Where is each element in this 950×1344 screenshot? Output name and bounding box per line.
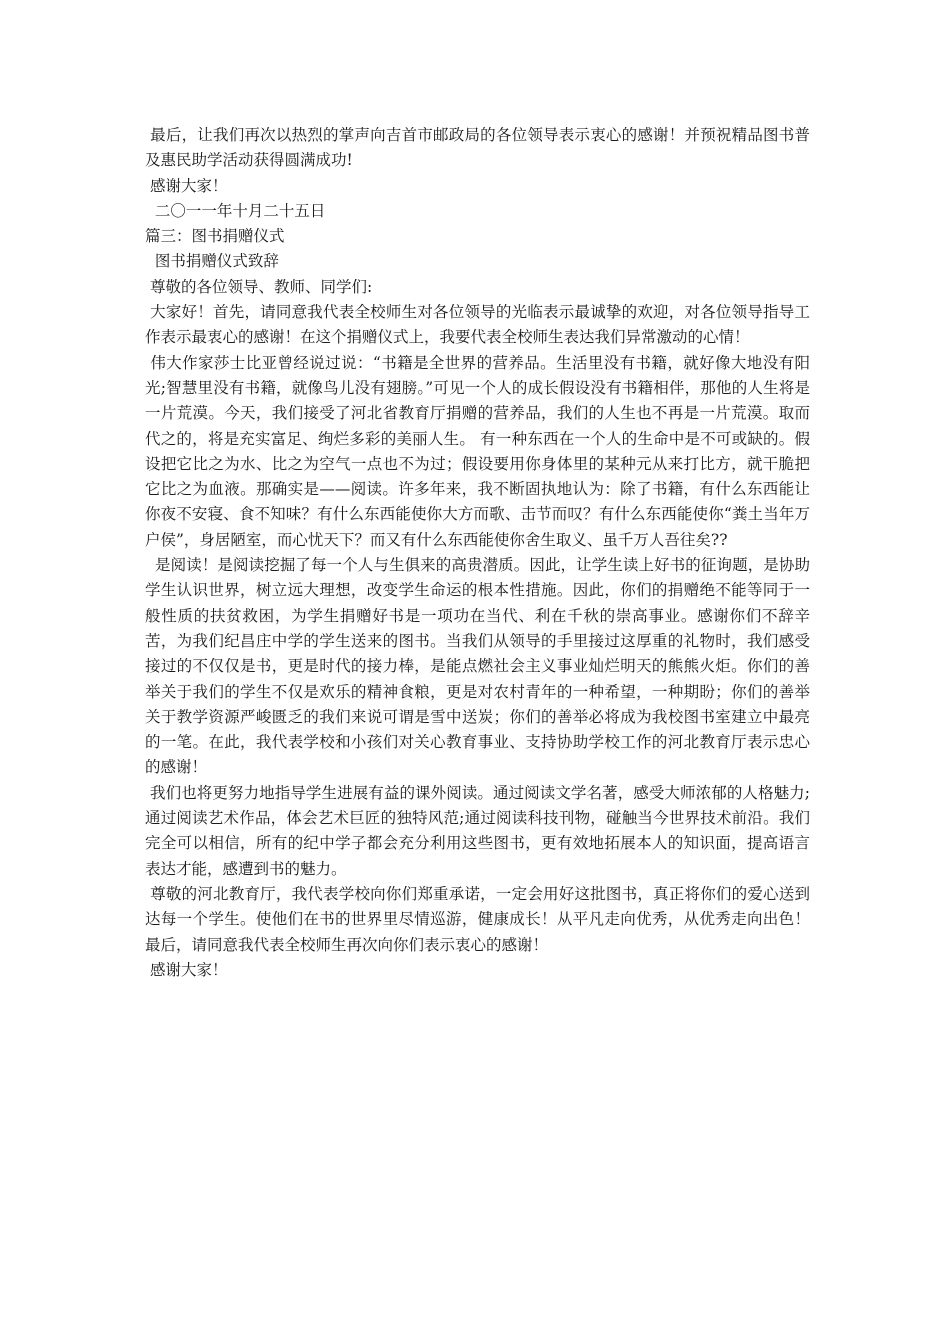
paragraph-closing-thanks: 最后，让我们再次以热烈的掌声向吉首市邮政局的各位领导表示衷心的感谢！并预祝精品图书普及惠民助学活动获得圆满成功! [145,126,810,170]
section-heading: 篇三：图书捐赠仪式 [145,227,285,246]
speech-title: 图书捐赠仪式致辞 [145,252,279,271]
paragraph-promise: 尊敬的河北教育厅，我代表学校向你们郑重承诺，一定会用好这批图书，真正将你们的爱心送到达每一个学生。使他们在书的世界里尽情巡游，健康成长！从平凡走向优秀，从优秀走向出色！最后，请同意我代表全校师生再次向你们表示衷心的感谢！ [145,884,810,954]
paragraph-shakespeare: 伟大作家莎士比亚曾经说过说：“书籍是全世界的营养品。生活里没有书籍，就好像大地没有阳光;智慧里没有书籍，就像鸟儿没有翅膀。”可见一个人的成长假设没有书籍相伴，那他的人生将是一片荒漠。今天，我们接受了河北省教育厅捐赠的营养品，我们的人生也不再是一片荒漠。取而代之的，将是充实富足、绚烂多彩的美丽人生。 有一种东西在一个人的生命中是不可或缺的。假设把它比之为水、比之为空气一点也不为过；假设要用你身体里的某种元从来打比方，就干脆把它比之为血液。那确实是——阅读。许多年来，我不断固执地认为：除了书籍，有什么东西能让你夜不安寝、食不知味？有什么东西能使你大方而歌、击节而叹？有什么东西能使你“粪土当年万户侯”，身居陋室，而心忧天下？而又有什么东西能使你舍生取义、虽千万人吾往矣?? [145,353,810,549]
paragraph-final-thanks: 感谢大家！ [145,960,228,979]
paragraph-welcome: 大家好！首先，请同意我代表全校师生对各位领导的光临表示最诚挚的欢迎，对各位领导指导工作表示最衷心的感谢！在这个捐赠仪式上，我要代表全校师生表达我们异常激动的心情！ [145,303,810,347]
paragraph-thanks-everyone: 感谢大家！ [145,176,228,195]
paragraph-date: 二〇一一年十月二十五日 [145,201,326,220]
salutation: 尊敬的各位领导、教师、同学们: [145,277,373,296]
document-body [145,123,810,983]
paragraph-reading: 是阅读！是阅读挖掘了每一个人与生俱来的高贵潜质。因此，让学生读上好书的征询题，是协助学生认识世界，树立远大理想，改变学生命运的根本性措施。因此，你们的捐赠绝不能等同于一般性质的扶贫救困，为学生捐赠好书是一项功在当代、利在千秋的崇高事业。感谢你们不辞辛苦，为我们纪昌庄中学的学生送来的图书。当我们从领导的手里接过这厚重的礼物时，我们感受接过的不仅仅是书，更是时代的接力棒，是能点燃社会主义事业灿烂明天的熊熊火炬。你们的善举关于我们的学生不仅是欢乐的精神食粮，更是对农村青年的一种希望，一种期盼；你们的善举关于教学资源严峻匮乏的我们来说可谓是雪中送炭；你们的善举必将成为我校图书室建立中最亮的一笔。在此，我代表学校和小孩们对关心教育事业、支持协助学校工作的河北教育厅表示忠心的感谢！ [145,556,810,777]
paragraph-guidance: 我们也将更努力地指导学生进展有益的课外阅读。通过阅读文学名著，感受大师浓郁的人格魅力;通过阅读艺术作品，体会艺术巨匠的独特风范;通过阅读科技刊物，碰触当今世界技术前沿。我们完全可以相信，所有的纪中学子都会充分利用这些图书，更有效地拓展本人的知识面，提高语言表达才能，感遭到书的魅力。 [145,783,810,878]
